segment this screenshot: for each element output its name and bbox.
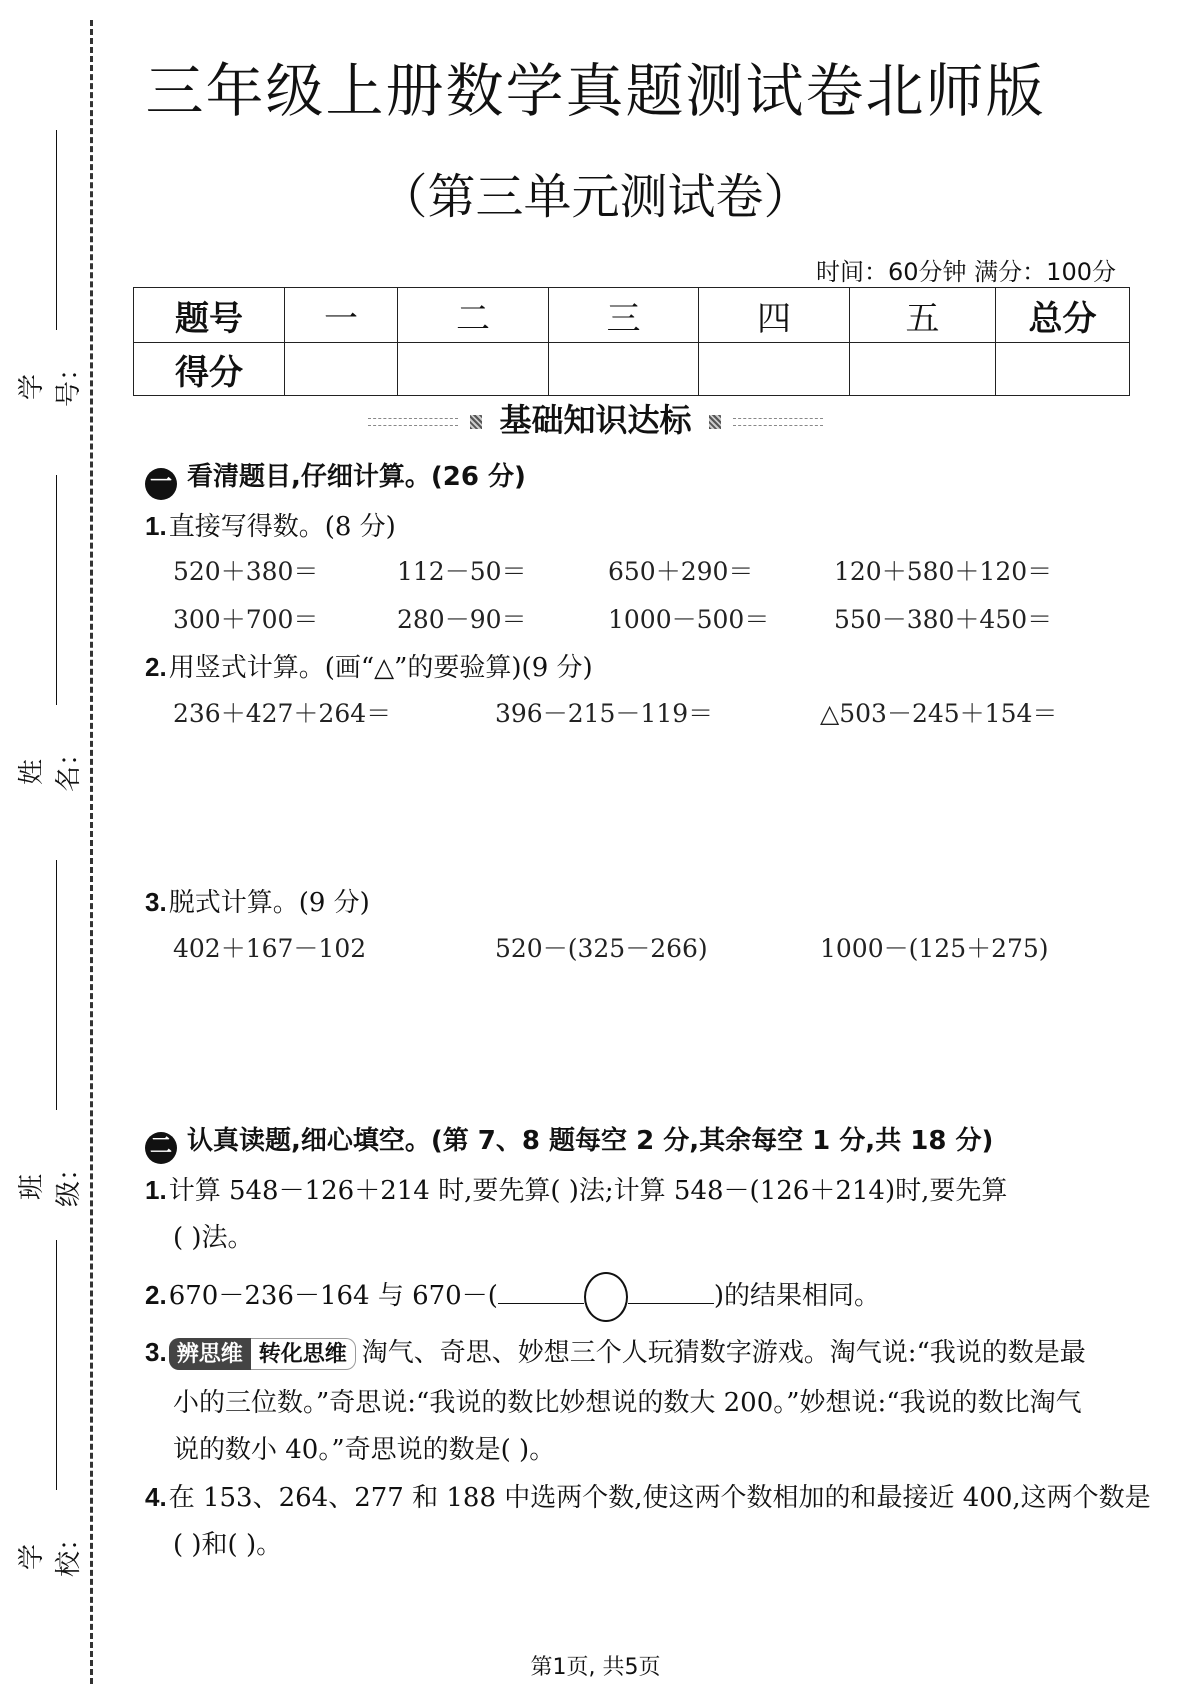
s2-question-1-cont: ( )法。: [173, 1223, 254, 1253]
expression: 402＋167－102: [173, 934, 367, 963]
section-1-heading: [145, 456, 526, 500]
s2-question-4-cont: ( )和( )。: [173, 1530, 283, 1560]
s2-question-1: 1.计算 548－126＋214 时,要先算( )法;计算 548－(126＋214)时,要先算: [145, 1175, 1008, 1206]
expression: 550－380＋450＝: [834, 605, 1053, 634]
class-label: 班级：: [17, 1154, 84, 1207]
score-cell[interactable]: [850, 343, 996, 396]
s2-question-4: 4.在 153、264、277 和 188 中选两个数,使这两个数相加的和最接近 400,这两个数是: [145, 1482, 1151, 1513]
score-table-header-cell: 五: [850, 288, 996, 343]
expression: 520－(325－266): [495, 934, 708, 963]
s1-question-3: 3.脱式计算。(9 分): [145, 887, 370, 918]
expression: 120＋580＋120＝: [834, 557, 1053, 586]
expression: 396－215－119＝: [495, 699, 714, 728]
s1-question-1: 1.直接写得数。(8 分): [145, 511, 396, 542]
expression: 650＋290＝: [608, 557, 754, 586]
tag-zhuanhua-siwei: 转化思维: [251, 1338, 356, 1370]
banner-chip-icon: [470, 415, 482, 429]
answer-blank[interactable]: [628, 1283, 714, 1304]
cut-line: [90, 20, 93, 1684]
score-table-header-cell: 四: [699, 288, 850, 343]
school-label: 学校：: [17, 1524, 84, 1577]
class-line: [56, 860, 57, 1110]
section-2-heading: [145, 1120, 993, 1164]
section-number-badge: 一: [145, 468, 177, 500]
expression: 280－90＝: [397, 605, 527, 634]
s2-question-3-line3: 说的数小 40。”奇思说的数是( )。: [173, 1435, 556, 1465]
score-cell[interactable]: [398, 343, 549, 396]
student-id-label: 学号：: [17, 354, 84, 407]
score-table-header-row: [134, 288, 1130, 343]
operator-circle[interactable]: [584, 1272, 628, 1322]
name-label: 姓名：: [17, 739, 84, 792]
banner-decoration-left: [368, 418, 458, 426]
section-2-title: 认真读题,细心填空。(第 7、8 题每空 2 分,其余每空 1 分,共 18 分): [187, 1126, 994, 1156]
banner-decoration-right: [733, 418, 823, 426]
banner-label: 基础知识达标: [499, 401, 692, 439]
section-1-title: 看清题目,仔细计算。(26 分): [187, 462, 526, 492]
score-table-header-cell: 三: [549, 288, 699, 343]
score-row-label: 得分: [134, 343, 285, 396]
score-table-header-cell: 题号: [134, 288, 285, 343]
score-table-header-cell: 总分: [996, 288, 1130, 343]
score-table-header-cell: 二: [398, 288, 549, 343]
page-number: 第1页, 共5页: [530, 1655, 661, 1680]
score-cell[interactable]: [549, 343, 699, 396]
expression: 1000－500＝: [608, 605, 770, 634]
expression: 112－50＝: [397, 557, 527, 586]
expression: 300＋700＝: [173, 605, 319, 634]
score-table-score-row: [134, 343, 1130, 396]
tag-bian-siwei: 辨思维: [169, 1338, 251, 1370]
score-cell[interactable]: [285, 343, 398, 396]
exam-meta: 时间：60分钟 满分：100分: [816, 258, 1116, 286]
s1-question-2: 2.用竖式计算。(画“△”的要验算)(9 分): [145, 652, 593, 683]
expression: 520＋380＝: [173, 557, 319, 586]
score-table: [133, 287, 1130, 396]
school-line: [56, 1240, 57, 1490]
section-banner: [0, 395, 1191, 441]
score-cell[interactable]: [699, 343, 850, 396]
score-table-header-cell: 一: [285, 288, 398, 343]
expression: 1000－(125＋275): [820, 934, 1049, 963]
name-line: [56, 475, 57, 705]
expression: 236＋427＋264＝: [173, 699, 392, 728]
banner-chip-icon: [709, 415, 721, 429]
page-subtitle: （第三单元测试卷）: [379, 169, 812, 225]
score-cell[interactable]: [996, 343, 1130, 396]
s2-question-3: 3. 辨思维 转化思维 淘气、奇思、妙想三个人玩猜数字游戏。淘气说:“我说的数是最: [145, 1337, 1086, 1368]
answer-blank[interactable]: [498, 1283, 584, 1304]
s2-question-2: 2.670－236－164 与 670－( )的结果相同。: [145, 1272, 880, 1322]
s2-question-3-line2: 小的三位数。”奇思说:“我说的数比妙想说的数大 200。”妙想说:“我说的数比淘气: [173, 1388, 1082, 1418]
expression: △503－245＋154＝: [820, 699, 1058, 728]
page-title: 三年级上册数学真题测试卷北师版: [145, 57, 1046, 125]
section-number-badge: 二: [145, 1132, 177, 1164]
